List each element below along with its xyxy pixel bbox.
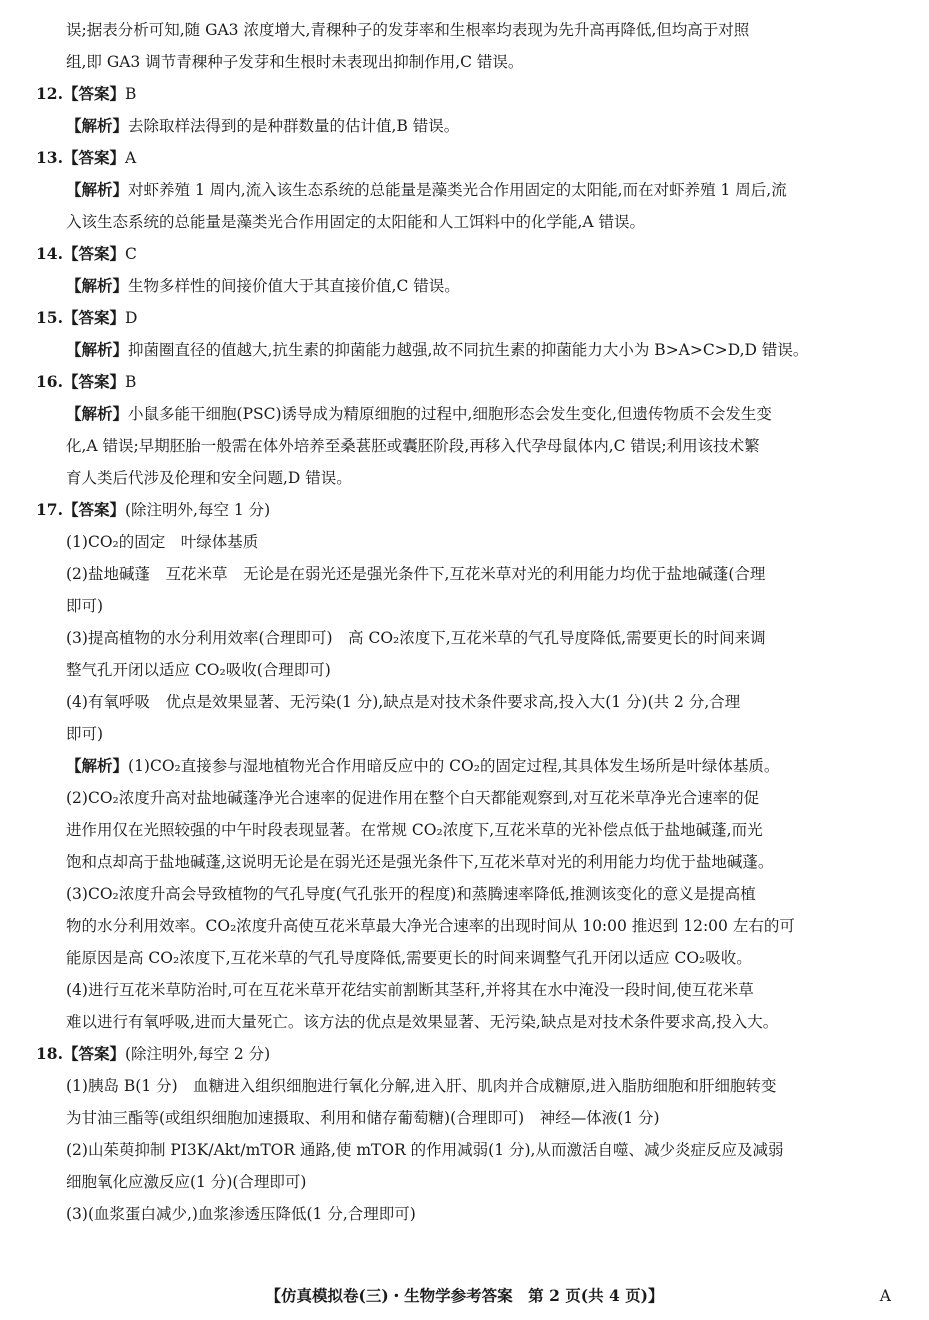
line-text: (3)提高植物的水分利用效率(合理即可) 高 CO₂浓度下,互花米草的气孔导度降低,需要更长的时间来调 (66, 629, 766, 647)
text-line (36, 334, 896, 366)
line-text: 饱和点却高于盐地碱蓬,这说明无论是在弱光还是强光条件下,互花米草对光的利用能力均优于盐地碱蓬。 (66, 853, 774, 871)
line-text: (4)进行互花米草防治时,可在互花米草开花结实前割断其茎秆,并将其在水中淹没一段时间,使互花米草 (66, 981, 754, 999)
section-tag: 【解析】 (66, 405, 129, 423)
text-line (36, 366, 896, 398)
text-line (36, 942, 896, 974)
text-line (36, 590, 896, 622)
section-tag: 【答案】 (62, 245, 125, 263)
text-line (36, 206, 896, 238)
text-line (36, 526, 896, 558)
text-line (36, 1102, 896, 1134)
line-text: (除注明外,每空 2 分) (124, 1045, 271, 1063)
text-line (36, 142, 896, 174)
line-text: 育人类后代涉及伦理和安全问题,D 错误。 (66, 469, 352, 487)
text-line (36, 238, 896, 270)
text-line (36, 270, 896, 302)
line-text: 难以进行有氧呼吸,进而大量死亡。该方法的优点是效果显著、无污染,缺点是对技术条件要求高,投入大。 (66, 1013, 779, 1031)
line-text: (除注明外,每空 1 分) (124, 501, 271, 519)
section-tag: 【答案】 (62, 309, 125, 327)
line-text: (3)(血浆蛋白减少,)血浆渗透压降低(1 分,合理即可) (66, 1205, 416, 1223)
text-line (36, 1198, 896, 1230)
text-line (36, 494, 896, 526)
line-text: 化,A 错误;早期胚胎一般需在体外培养至桑葚胚或囊胚阶段,再移入代孕母鼠体内,C 错误;利用该技术繁 (66, 437, 760, 455)
line-text: 误;据表分析可知,随 GA3 浓度增大,青稞种子的发芽率和生根率均表现为先升高再降低,但均高于对照 (66, 21, 750, 39)
line-text: 整气孔开闭以适应 CO₂吸收(合理即可) (66, 661, 331, 679)
text-line (36, 110, 896, 142)
line-text: B (124, 373, 137, 391)
line-text: 物的水分利用效率。CO₂浓度升高使互花米草最大净光合速率的出现时间从 10:00 推迟到 12:00 左右的可 (66, 917, 795, 935)
question-number: 12. (36, 84, 63, 103)
line-text: A (124, 149, 137, 167)
text-line (36, 622, 896, 654)
line-text: 进作用仅在光照较强的中午时段表现显著。在常规 CO₂浓度下,互花米草的光补偿点低于盐地碱蓬,而光 (66, 821, 763, 839)
line-text: 能原因是高 CO₂浓度下,互花米草的气孔导度降低,需要更长的时间来调整气孔开闭以适应 CO₂吸收。 (66, 949, 752, 967)
line-text: D (124, 309, 138, 327)
line-text: (1)CO₂的固定 叶绿体基质 (66, 533, 259, 551)
text-line (36, 46, 896, 78)
question-number: 16. (36, 372, 63, 391)
line-text: (3)CO₂浓度升高会导致植物的气孔导度(气孔张开的程度)和蒸腾速率降低,推测该变化的意义是提高植 (66, 885, 756, 903)
line-text: 即可) (66, 725, 104, 743)
text-line (36, 782, 896, 814)
question-number: 15. (36, 308, 63, 327)
section-tag: 【答案】 (62, 373, 125, 391)
footer-version: A (879, 1287, 891, 1305)
text-line (36, 302, 896, 334)
line-text: 即可) (66, 597, 104, 615)
text-line (36, 1134, 896, 1166)
footer-title: 【仿真模拟卷(三)・生物学参考答案 第 2 页(共 4 页)】 (265, 1286, 664, 1305)
answer-content (36, 14, 896, 1230)
text-line (36, 654, 896, 686)
line-text: (2)盐地碱蓬 互花米草 无论是在弱光还是强光条件下,互花米草对光的利用能力均优于盐地碱蓬(合理 (66, 565, 766, 583)
line-text: 小鼠多能干细胞(PSC)诱导成为精原细胞的过程中,细胞形态会发生变化,但遗传物质不会发生变 (128, 405, 772, 423)
text-line (36, 14, 896, 46)
line-text: 入该生态系统的总能量是藻类光合作用固定的太阳能和人工饵料中的化学能,A 错误。 (66, 213, 646, 231)
text-line (36, 430, 896, 462)
line-text: 细胞氧化应激反应(1 分)(合理即可) (66, 1173, 307, 1191)
text-line (36, 78, 896, 110)
text-line (36, 750, 896, 782)
line-text: (2)山茱萸抑制 PI3K/Akt/mTOR 通路,使 mTOR 的作用减弱(1 分),从而激活自噬、减少炎症反应及减弱 (66, 1141, 784, 1159)
text-line (36, 846, 896, 878)
section-tag: 【解析】 (66, 277, 129, 295)
section-tag: 【答案】 (62, 85, 125, 103)
text-line (36, 718, 896, 750)
section-tag: 【解析】 (66, 117, 129, 135)
line-text: (2)CO₂浓度升高对盐地碱蓬净光合速率的促进作用在整个白天都能观察到,对互花米草净光合速率的促 (66, 789, 760, 807)
line-text: B (124, 85, 137, 103)
line-text: 抑菌圈直径的值越大,抗生素的抑菌能力越强,故不同抗生素的抑菌能力大小为 B>A>C>D,D 错误。 (128, 341, 809, 359)
text-line (36, 974, 896, 1006)
question-number: 17. (36, 500, 63, 519)
question-number: 18. (36, 1044, 63, 1063)
text-line (36, 910, 896, 942)
text-line (36, 1038, 896, 1070)
section-tag: 【答案】 (62, 501, 125, 519)
section-tag: 【解析】 (66, 341, 129, 359)
line-text: 去除取样法得到的是种群数量的估计值,B 错误。 (128, 117, 460, 135)
text-line (36, 686, 896, 718)
line-text: (4)有氧呼吸 优点是效果显著、无污染(1 分),缺点是对技术条件要求高,投入大(1 分)(共 2 分,合理 (66, 693, 741, 711)
page-footer (0, 1284, 929, 1308)
question-number: 13. (36, 148, 63, 167)
text-line (36, 814, 896, 846)
line-text: 对虾养殖 1 周内,流入该生态系统的总能量是藻类光合作用固定的太阳能,而在对虾养殖 1 周后,流 (128, 181, 787, 199)
text-line (36, 1006, 896, 1038)
line-text: 为甘油三酯等(或组织细胞加速摄取、利用和储存葡萄糖)(合理即可) 神经—体液(1 分) (66, 1109, 660, 1127)
line-text: (1)胰岛 B(1 分) 血糖进入组织细胞进行氧化分解,进入肝、肌肉并合成糖原,进入脂肪细胞和肝细胞转变 (66, 1077, 777, 1095)
line-text: 组,即 GA3 调节青稞种子发芽和生根时未表现出抑制作用,C 错误。 (66, 53, 524, 71)
section-tag: 【解析】 (66, 181, 129, 199)
line-text: (1)CO₂直接参与湿地植物光合作用暗反应中的 CO₂的固定过程,其具体发生场所是叶绿体基质。 (128, 757, 780, 775)
text-line (36, 1070, 896, 1102)
section-tag: 【解析】 (66, 757, 129, 775)
question-number: 14. (36, 244, 63, 263)
line-text: C (124, 245, 137, 263)
text-line (36, 462, 896, 494)
text-line (36, 558, 896, 590)
text-line (36, 174, 896, 206)
section-tag: 【答案】 (62, 1045, 125, 1063)
line-text: 生物多样性的间接价值大于其直接价值,C 错误。 (128, 277, 460, 295)
text-line (36, 878, 896, 910)
text-line (36, 398, 896, 430)
section-tag: 【答案】 (62, 149, 125, 167)
text-line (36, 1166, 896, 1198)
